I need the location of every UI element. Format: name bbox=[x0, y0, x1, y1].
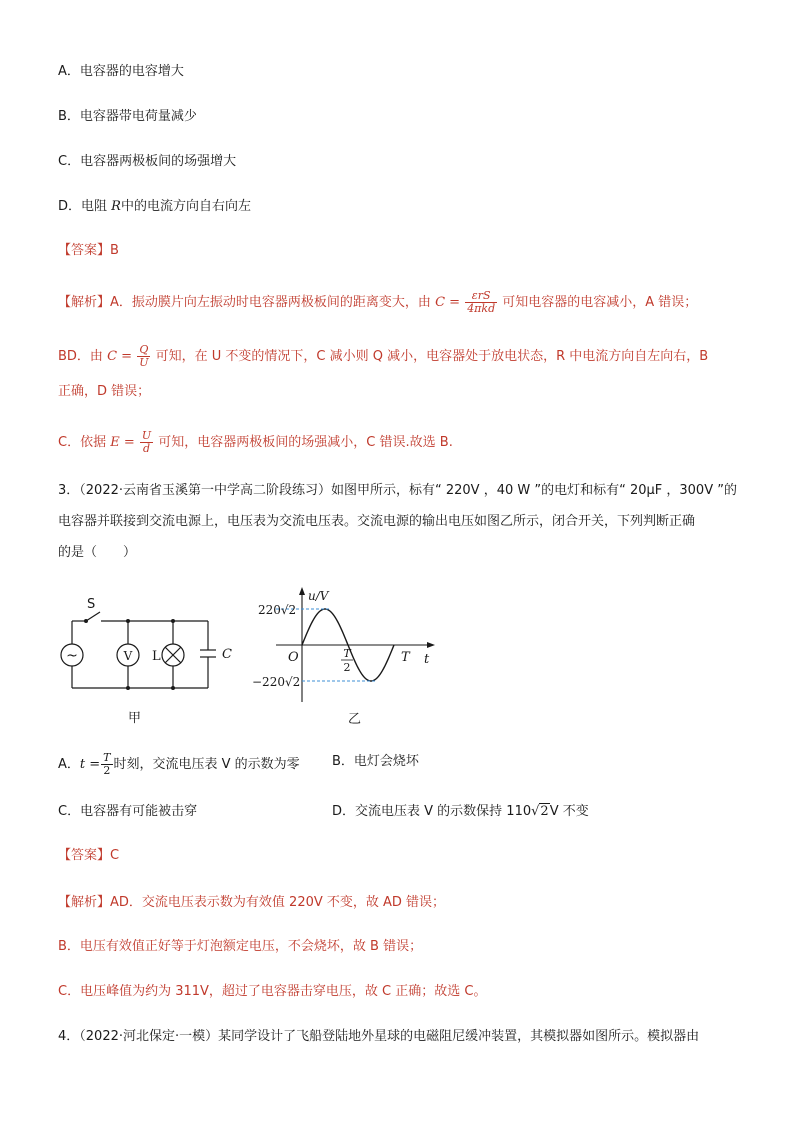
analysis-text: 可知，在 U 不变的情况下，C 减小则 Q 减小，电容器处于放电状态，R 中电流方向自左向右，B bbox=[155, 349, 709, 364]
answer-tag: 【答案】 bbox=[58, 848, 111, 863]
half-period-numerator: T bbox=[343, 647, 351, 660]
option-text: 时刻，交流电压表 V 的示数为零 bbox=[113, 757, 300, 772]
formula-lhs: C = bbox=[435, 295, 461, 310]
x-axis-label: t bbox=[424, 652, 430, 667]
switch-pivot bbox=[84, 619, 88, 623]
analysis-text: C．依据 bbox=[58, 435, 107, 450]
answer-value: C bbox=[110, 848, 120, 863]
answer-value: B bbox=[110, 243, 119, 258]
junction-dot bbox=[171, 619, 175, 623]
q3-stem-line3: 的是（ ） bbox=[58, 545, 137, 560]
y-axis-label: u/V bbox=[308, 589, 329, 603]
half-period-denominator: 2 bbox=[343, 661, 351, 674]
option-d-post: 中的电流方向自右向左 bbox=[120, 199, 251, 214]
fraction-numerator: εrS bbox=[465, 290, 497, 303]
circuit-diagram bbox=[60, 592, 240, 692]
capacitance-fraction bbox=[465, 290, 497, 315]
q3-option-b: B．电灯会烧坏 bbox=[332, 754, 419, 769]
fraction-denominator: 4πkd bbox=[467, 302, 496, 315]
option-c: C．电容器两极板间的场强增大 bbox=[58, 154, 237, 169]
half-period-fraction bbox=[101, 752, 112, 777]
junction-dot bbox=[171, 686, 175, 690]
period-label: T bbox=[401, 650, 410, 665]
analysis-text: BD．由 bbox=[58, 349, 103, 364]
analysis-q2-line2 bbox=[58, 344, 708, 369]
junction-dot bbox=[126, 686, 130, 690]
analysis-q3-line1 bbox=[58, 893, 445, 913]
option-text: D．交流电压表 V 的示数保持 110 bbox=[332, 804, 532, 819]
analysis-q2-line1 bbox=[58, 290, 697, 315]
q3-stem-line2: 电容器并联接到交流电源上，电压表为交流电压表。交流电源的输出电压如图乙所示，闭合开关，下列判断正确 bbox=[58, 514, 696, 529]
fraction-denominator: U bbox=[139, 356, 149, 369]
formula-lhs: t = bbox=[79, 757, 101, 772]
analysis-text: 可知，电容器两极板间的场强减小，C 错误.故选 B. bbox=[158, 435, 453, 450]
analysis-q2-line3: 正确，D 错误； bbox=[58, 384, 151, 399]
y-axis-arrow-icon bbox=[299, 587, 305, 595]
capacitor-label: C bbox=[222, 647, 232, 662]
analysis-q3-line3: C．电压峰值为约为 311V，超过了电容器击穿电压，故 C 正确；故选 C。 bbox=[58, 984, 487, 999]
q3-option-d bbox=[332, 802, 589, 822]
analysis-tag: 【解析】 bbox=[58, 895, 111, 910]
formula-lhs: E = bbox=[110, 435, 135, 450]
sqrt-symbol: √2 bbox=[531, 804, 549, 819]
voltage-graph bbox=[246, 584, 446, 704]
analysis-text: A．振动膜片向左振动时电容器两极板间的距离变大，由 bbox=[110, 295, 431, 310]
field-fraction bbox=[140, 430, 153, 455]
ac-source-icon: ~ bbox=[66, 648, 78, 664]
switch-label: S bbox=[87, 597, 96, 612]
charge-fraction bbox=[137, 344, 150, 369]
analysis-tag: 【解析】 bbox=[58, 295, 111, 310]
fraction-denominator: 2 bbox=[103, 764, 111, 777]
q3-option-c: C．电容器有可能被击穿 bbox=[58, 804, 198, 819]
q4-stem-line1: 4．（2022·河北保定·一模）某同学设计了飞船登陆地外星球的电磁阻尼缓冲装置，其模拟器如图所示。模拟器由 bbox=[58, 1029, 700, 1044]
junction-dot bbox=[126, 619, 130, 623]
q3-option-a bbox=[58, 752, 300, 777]
fraction-numerator: T bbox=[103, 751, 111, 764]
option-text: V 不变 bbox=[549, 804, 589, 819]
sqrt-radicand: 2 bbox=[540, 804, 549, 819]
option-d-pre: D．电阻 bbox=[58, 199, 112, 214]
voltmeter-label: V bbox=[123, 649, 133, 663]
answer-q3 bbox=[58, 846, 119, 866]
fraction-denominator: d bbox=[142, 442, 151, 455]
option-a: A．电容器的电容增大 bbox=[58, 64, 184, 79]
formula-lhs: C = bbox=[107, 349, 133, 364]
figure-yi-caption: 乙 bbox=[348, 712, 362, 727]
trough-value-label: −220√2 bbox=[252, 675, 301, 689]
peak-value-label: 220√2 bbox=[258, 603, 297, 617]
figure-jia-caption: 甲 bbox=[128, 711, 142, 726]
answer-q2 bbox=[58, 241, 119, 261]
origin-label: O bbox=[288, 650, 299, 665]
analysis-q3-line2: B．电压有效值正好等于灯泡额定电压，不会烧坏，故 B 错误； bbox=[58, 939, 423, 954]
analysis-q2-line4 bbox=[58, 430, 453, 455]
option-prefix: A． bbox=[58, 757, 80, 772]
option-d-var: R bbox=[111, 199, 121, 214]
analysis-text: 可知电容器的电容减小，A 错误； bbox=[502, 295, 698, 310]
answer-tag: 【答案】 bbox=[58, 243, 111, 258]
x-axis-arrow-icon bbox=[427, 642, 435, 648]
fraction-numerator: Q bbox=[137, 344, 150, 357]
option-d bbox=[58, 197, 251, 217]
q3-stem-line1: 3．（2022·云南省玉溪第一中学高二阶段练习）如图甲所示，标有“ 220V ，40 W ”的电灯和标有“ 20μF ，300V ”的 bbox=[58, 483, 737, 498]
analysis-text: AD．交流电压表示数为有效值 220V 不变，故 AD 错误； bbox=[110, 895, 446, 910]
lamp-label: L bbox=[152, 649, 161, 664]
option-b: B．电容器带电荷量减少 bbox=[58, 109, 197, 124]
fraction-numerator: U bbox=[141, 429, 152, 442]
